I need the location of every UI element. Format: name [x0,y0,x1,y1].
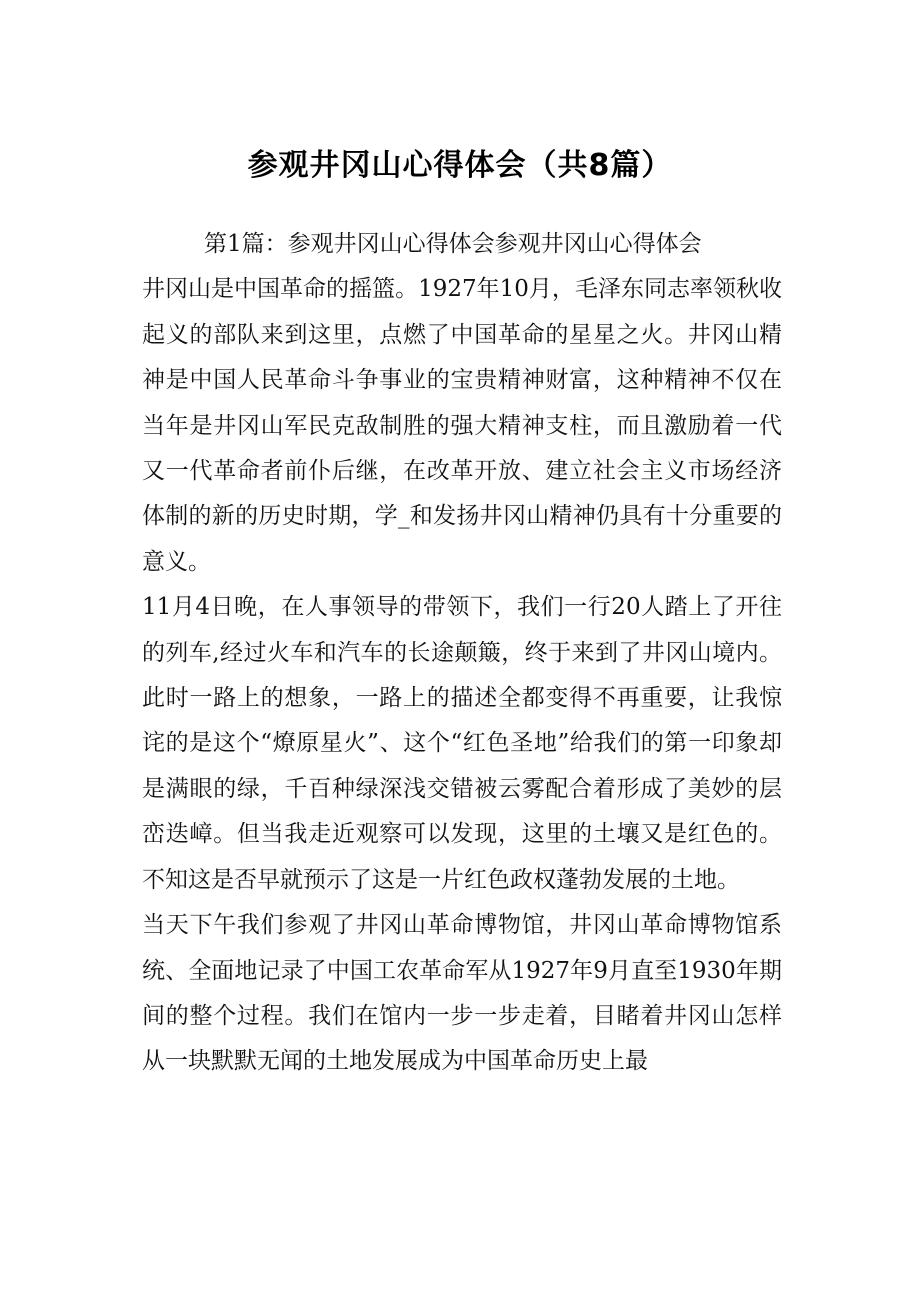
document-body [142,222,782,1085]
paragraph: 当天下午我们参观了井冈山革命博物馆，井冈山革命博物馆系统、全面地记录了中国工农革命军从1927年9月直至1930年期间的整个过程。我们在馆内一步一步走着，目睹着井冈山怎样从一块默默无闻的土地发展成为中国革命历史上最 [142,912,782,1075]
paragraph: 井冈山是中国革命的摇篮。1927年10月，毛泽东同志率领秋收起义的部队来到这里，点燃了中国革命的星星之火。井冈山精神是中国人民革命斗争事业的宝贵精神财富，这种精神不仅在当年是井冈山军民克敌制胜的强大精神支柱，而且激励着一代又一代革命者前仆后继，在改革开放、建立社会主义市场经济体制的新的历史时期，学_和发扬井冈山精神仍具有十分重要的意义。 [142,276,782,575]
section-heading: 第1篇：参观井冈山心得体会参观井冈山心得体会 [204,231,702,257]
document-title: 参观井冈山心得体会（共8篇） [247,148,673,183]
paragraph: 11月4日晚，在人事领导的带领下，我们一行20人踏上了开往的列车,经过火车和汽车的长途颠簸，终于来到了井冈山境内。此时一路上的想象，一路上的描述全都变得不再重要，让我惊诧的是这个“燎原星火”、这个“红色圣地”给我们的第一印象却是满眼的绿，千百种绿深浅交错被云雾配合着形成了美妙的层峦迭嶂。但当我走近观察可以发现，这里的土壤又是红色的。不知这是否早就预示了这是一片红色政权蓬勃发展的土地。 [142,594,782,893]
